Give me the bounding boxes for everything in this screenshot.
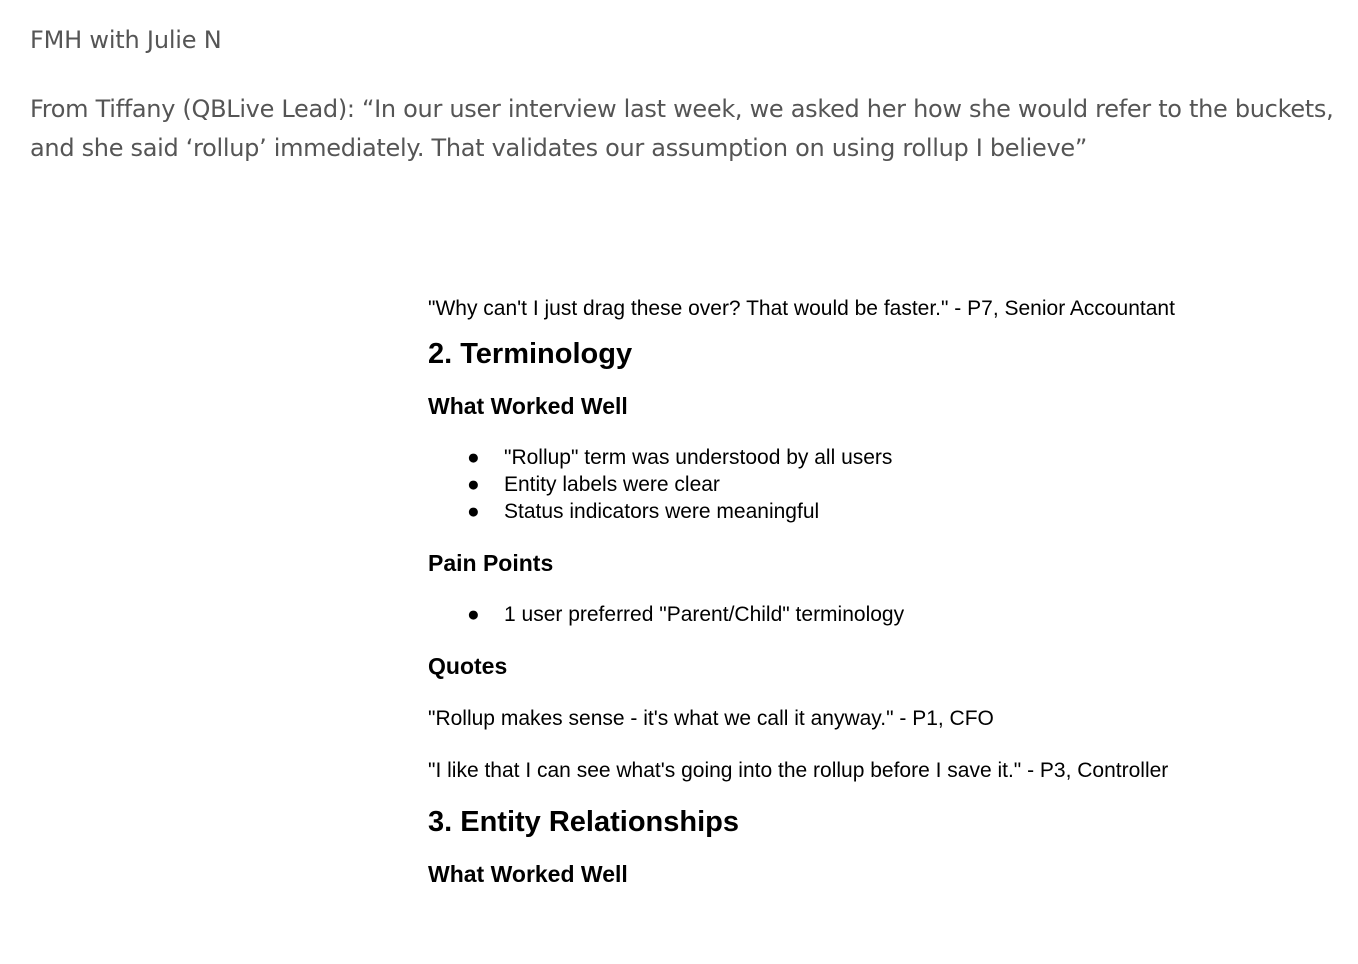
- list-item-text: Status indicators were meaningful: [504, 500, 820, 523]
- list-item: [428, 471, 1328, 498]
- list-item-text: "Rollup" term was understood by all users: [504, 446, 893, 469]
- note-title: FMH with Julie N: [30, 26, 222, 54]
- note-quote: From Tiffany (QBLive Lead): “In our user interview last week, we asked her how she would refer to the buckets, and she said ‘rollup’ immediately. That validates our assumption on using rollup I believe”: [30, 95, 1334, 162]
- bullet-icon: ●: [467, 500, 480, 523]
- worked-well-list: [428, 444, 1328, 525]
- list-item: [428, 444, 1328, 471]
- quote-p3: "I like that I can see what's going into the rollup before I save it." - P3, Controller: [428, 759, 1169, 782]
- pain-points-list: [428, 601, 1328, 628]
- bullet-icon: ●: [467, 603, 480, 626]
- section-heading-terminology: 2. Terminology: [428, 338, 633, 370]
- bullet-icon: ●: [467, 473, 480, 496]
- bullet-icon: ●: [467, 446, 480, 469]
- list-item: [428, 601, 1328, 628]
- list-item-text: Entity labels were clear: [504, 473, 720, 496]
- list-item: [428, 498, 1328, 525]
- note-block: [30, 20, 1340, 168]
- subheading-what-worked-well-2: What Worked Well: [428, 861, 628, 887]
- intro-quote: "Why can't I just drag these over? That would be faster." - P7, Senior Accountant: [428, 297, 1175, 320]
- subheading-quotes: Quotes: [428, 653, 508, 679]
- subheading-what-worked-well: What Worked Well: [428, 393, 628, 419]
- section-heading-entity-relationships: 3. Entity Relationships: [428, 806, 739, 838]
- subheading-pain-points: Pain Points: [428, 550, 554, 576]
- quote-p1: "Rollup makes sense - it's what we call it anyway." - P1, CFO: [428, 707, 994, 730]
- list-item-text: 1 user preferred "Parent/Child" terminology: [504, 603, 905, 626]
- document-excerpt: [428, 294, 1328, 890]
